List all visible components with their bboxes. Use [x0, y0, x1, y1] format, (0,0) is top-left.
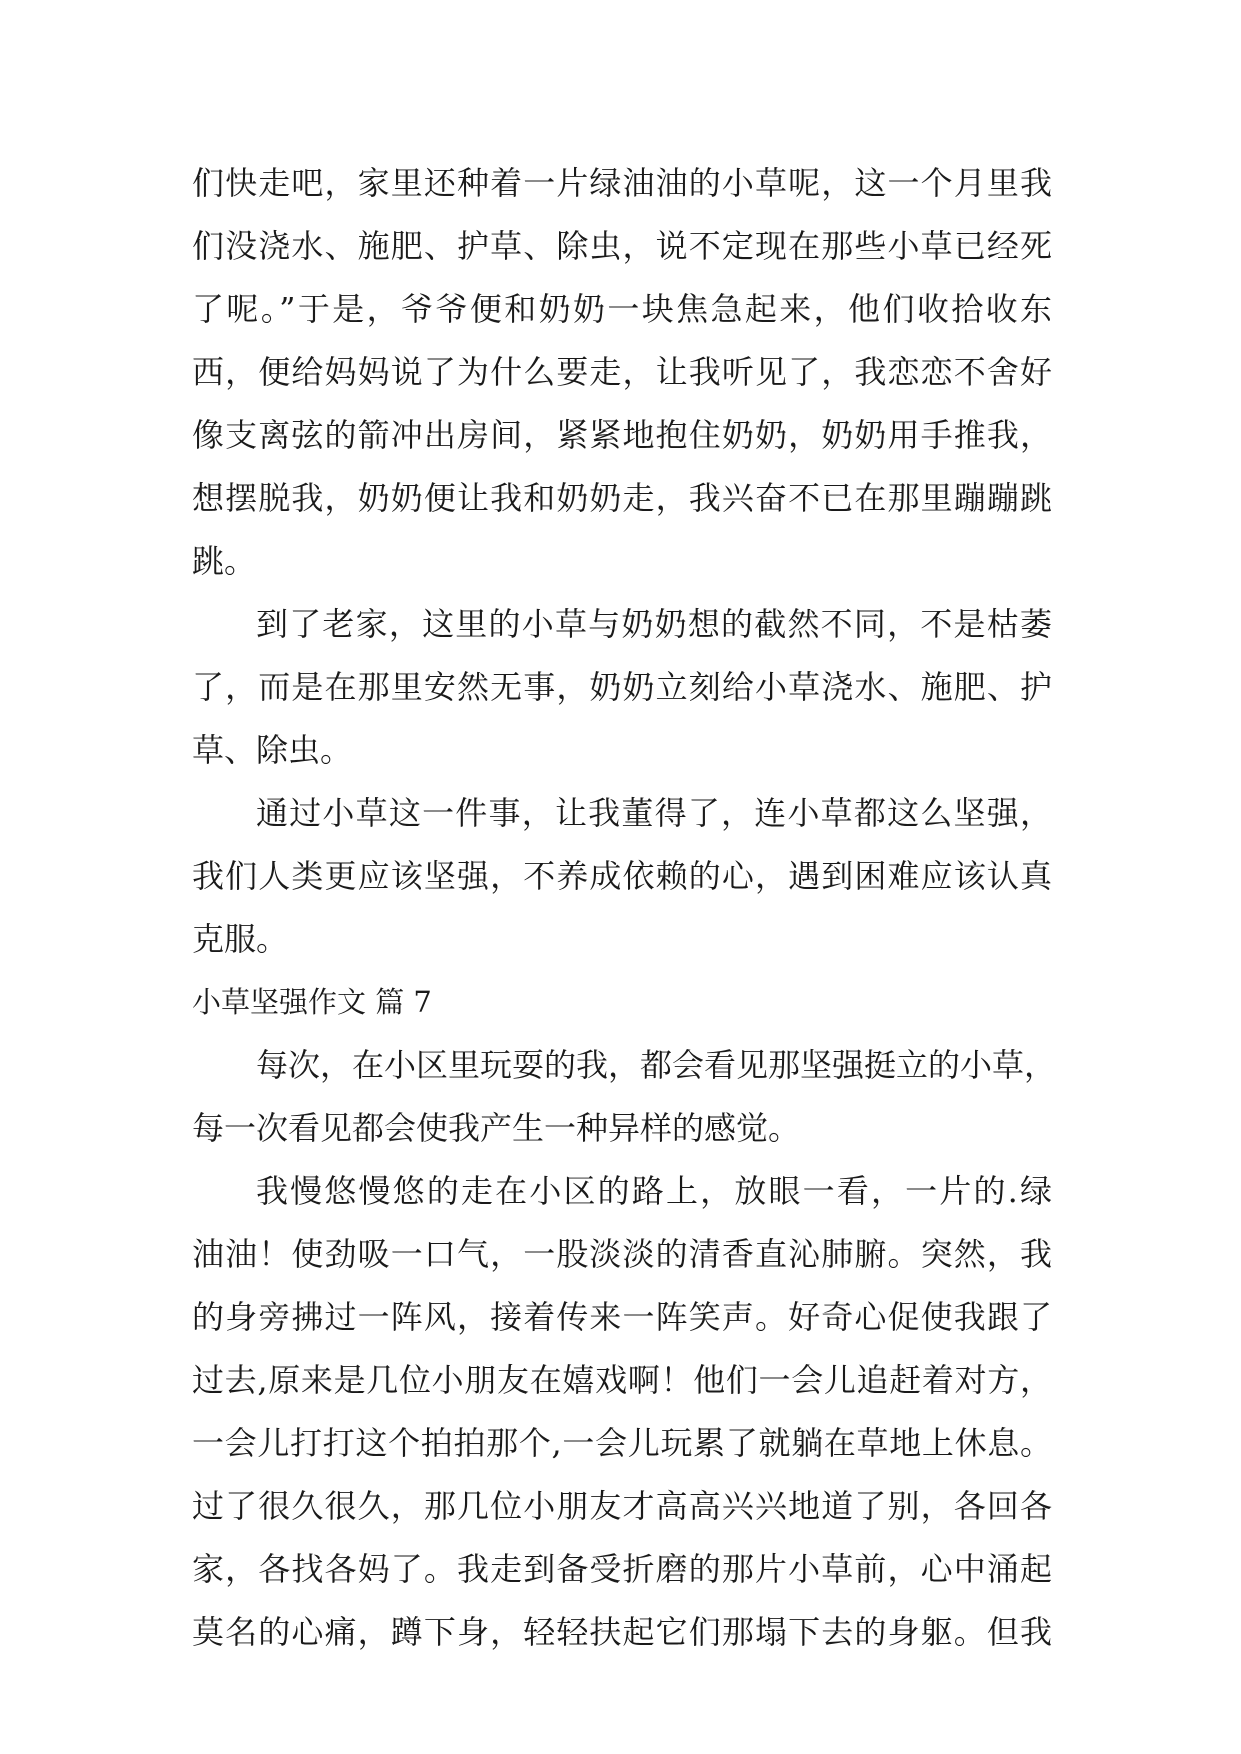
- text-line: 油油！使劲吸一口气，一股淡淡的清香直沁肺腑。突然，我: [192, 1235, 1052, 1273]
- text-line: 我慢悠慢悠的走在小区的路上，放眼一看，一片的.绿: [256, 1172, 1052, 1210]
- text-line: 了，而是在那里安然无事，奶奶立刻给小草浇水、施肥、护: [192, 668, 1052, 706]
- text-line: 一会儿打打这个拍拍那个,一会儿玩累了就躺在草地上休息。: [192, 1424, 1052, 1462]
- essay-text: [192, 152, 1057, 1664]
- text-line: 我们人类更应该坚强，不养成依赖的心，遇到困难应该认真: [192, 857, 1052, 895]
- text-line: 们快走吧，家里还种着一片绿油油的小草呢，这一个月里我: [192, 164, 1052, 202]
- text-line: 了呢。”于是，爷爷便和奶奶一块焦急起来，他们收拾收东: [192, 290, 1052, 328]
- heading-text: 小草坚强作文 篇 7: [192, 985, 432, 1019]
- text-line: 到了老家，这里的小草与奶奶想的截然不同，不是枯萎: [256, 605, 1052, 643]
- text-line: 想摆脱我，奶奶便让我和奶奶走，我兴奋不已在那里蹦蹦跳: [192, 479, 1052, 517]
- text-line: 通过小草这一件事，让我董得了，连小草都这么坚强，: [256, 794, 1052, 832]
- text-line: 每一次看见都会使我产生一种异样的感觉。: [192, 1109, 801, 1147]
- text-line: 家，各找各妈了。我走到备受折磨的那片小草前，心中涌起: [192, 1550, 1052, 1588]
- text-line: 们没浇水、施肥、护草、除虫，说不定现在那些小草已经死: [192, 227, 1052, 265]
- section-heading: [192, 971, 1052, 1034]
- paragraph-4: [192, 1034, 1057, 1160]
- paragraph-3: [192, 782, 1052, 971]
- text-line: 跳。: [192, 542, 257, 580]
- text-line: 过去,原来是几位小朋友在嬉戏啊！他们一会儿追赶着对方，: [192, 1361, 1052, 1399]
- text-line: 过了很久很久，那几位小朋友才高高兴兴地道了别，各回各: [192, 1487, 1052, 1525]
- paragraph-1: [192, 152, 1052, 593]
- text-line: 每次，在小区里玩耍的我，都会看见那坚强挺立的小草，: [256, 1046, 1057, 1084]
- text-line: 草、除虫。: [192, 731, 353, 769]
- text-line: 的身旁拂过一阵风，接着传来一阵笑声。好奇心促使我跟了: [192, 1298, 1052, 1336]
- paragraph-2: [192, 593, 1052, 782]
- text-line: 像支离弦的箭冲出房间，紧紧地抱住奶奶，奶奶用手推我，: [192, 416, 1052, 454]
- text-line: 西，便给妈妈说了为什么要走，让我听见了，我恋恋不舍好: [192, 353, 1052, 391]
- paragraph-5: [192, 1160, 1052, 1664]
- text-line: 克服。: [192, 920, 289, 958]
- text-line: 莫名的心痛，蹲下身，轻轻扶起它们那塌下去的身躯。但我: [192, 1613, 1052, 1651]
